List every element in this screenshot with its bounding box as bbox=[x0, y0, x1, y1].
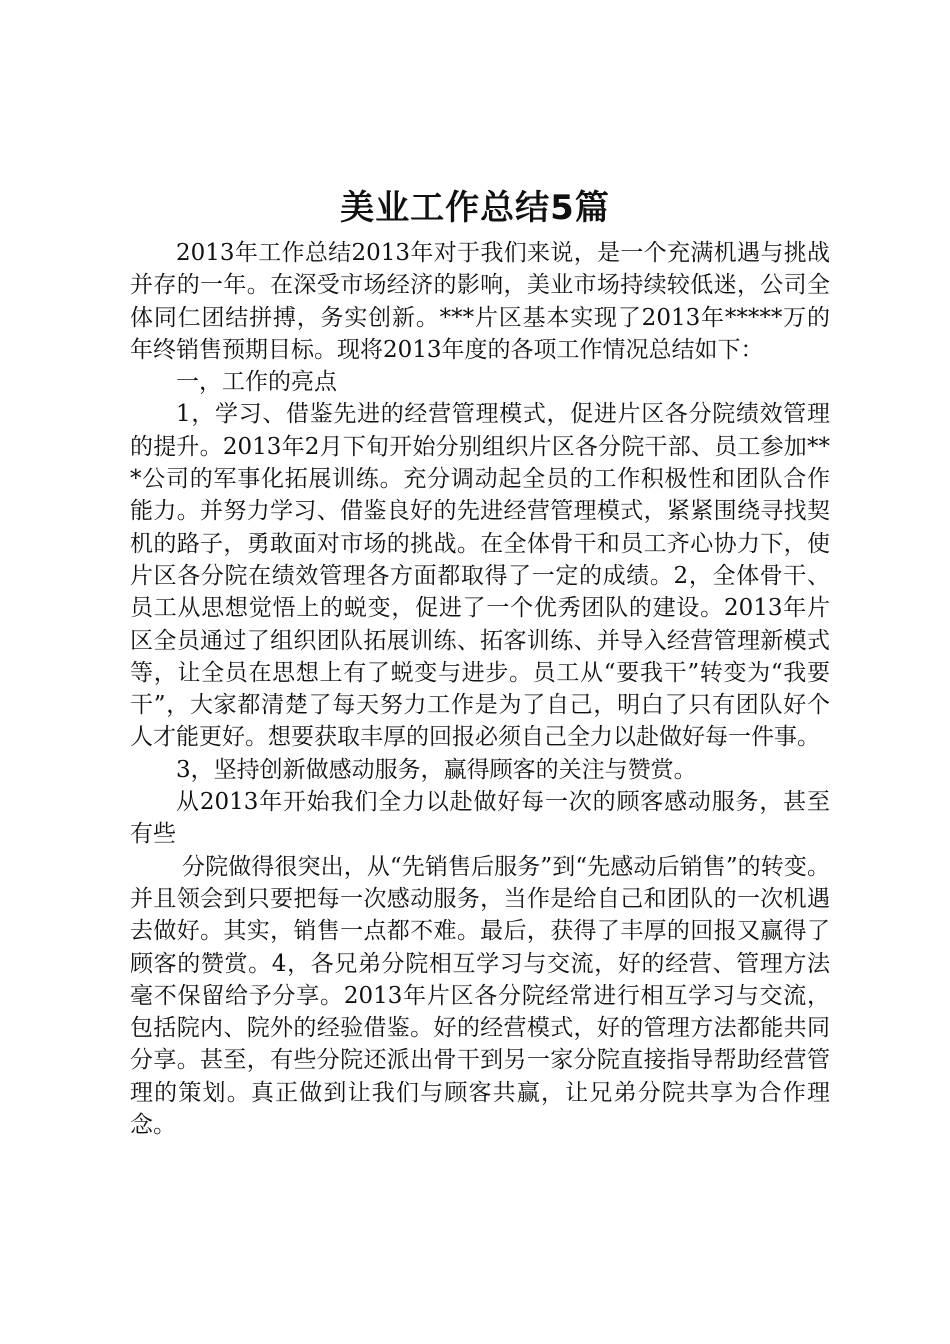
document-title: 美业工作总结5篇 bbox=[340, 188, 610, 228]
paragraph-point-3-heading: 3，坚持创新做感动服务，赢得顾客的关注与赞赏。 bbox=[176, 756, 697, 783]
paragraph-points-1-2: 1，学习、借鉴先进的经营管理模式，促进片区各分院绩效管理的提升。2013年2月下旬开始分别组织片区各分院干部、员工参加***公司的军事化拓展训练。充分调动起全员的工作积极性和团队合作能力。并努力学习、借鉴良好的先进经营管理模式，紧紧围绕寻找契机的路子，勇敢面对市场的挑战。在全体骨干和员工齐心协力下，使片区各分院在绩效管理各方面都取得了一定的成绩。2，全体骨干、员工从思想觉悟上的蜕变，促进了一个优秀团队的建设。2013年片区全员通过了组织团队拓展训练、拓客训练、并导入经营管理新模式等，让全员在思想上有了蜕变与进步。员工从“要我干”转变为“我要干”，大家都清楚了每天努力工作是为了自己，明白了只有团队好个人才能更好。想要获取丰厚的回报必须自己全力以赴做好每一件事。 bbox=[130, 401, 830, 751]
section-heading-highlights: 一，工作的亮点 bbox=[176, 369, 337, 396]
paragraph-intro: 2013年工作总结2013年对于我们来说，是一个充满机遇与挑战并存的一年。在深受市场经济的影响，美业市场持续较低迷，公司全体同仁团结拼搏，务实创新。***片区基本实现了2013年*****万的年终销售预期目标。现将2013年度的各项工作情况总结如下： bbox=[130, 240, 830, 363]
document-body bbox=[130, 237, 830, 1141]
paragraph-point-3-start: 从2013年开始我们全力以赴做好每一次的顾客感动服务，甚至有些 bbox=[130, 789, 830, 848]
paragraph-point-3-4: 分院做得很突出，从“先销售后服务”到“先感动后销售”的转变。并且领会到只要把每一次感动服务，当作是给自己和团队的一次机遇去做好。其实，销售一点都不难。最后，获得了丰厚的回报又赢得了顾客的赞赏。4，各兄弟分院相互学习与交流，好的经营、管理方法毫不保留给予分享。2013年片区各分院经常进行相互学习与交流，包括院内、院外的经验借鉴。好的经营模式，好的管理方法都能共同分享。甚至，有些分院还派出骨干到另一家分院直接指导帮助经营管理的策划。真正做到让我们与顾客共赢，让兄弟分院共享为合作理念。 bbox=[130, 853, 830, 1139]
